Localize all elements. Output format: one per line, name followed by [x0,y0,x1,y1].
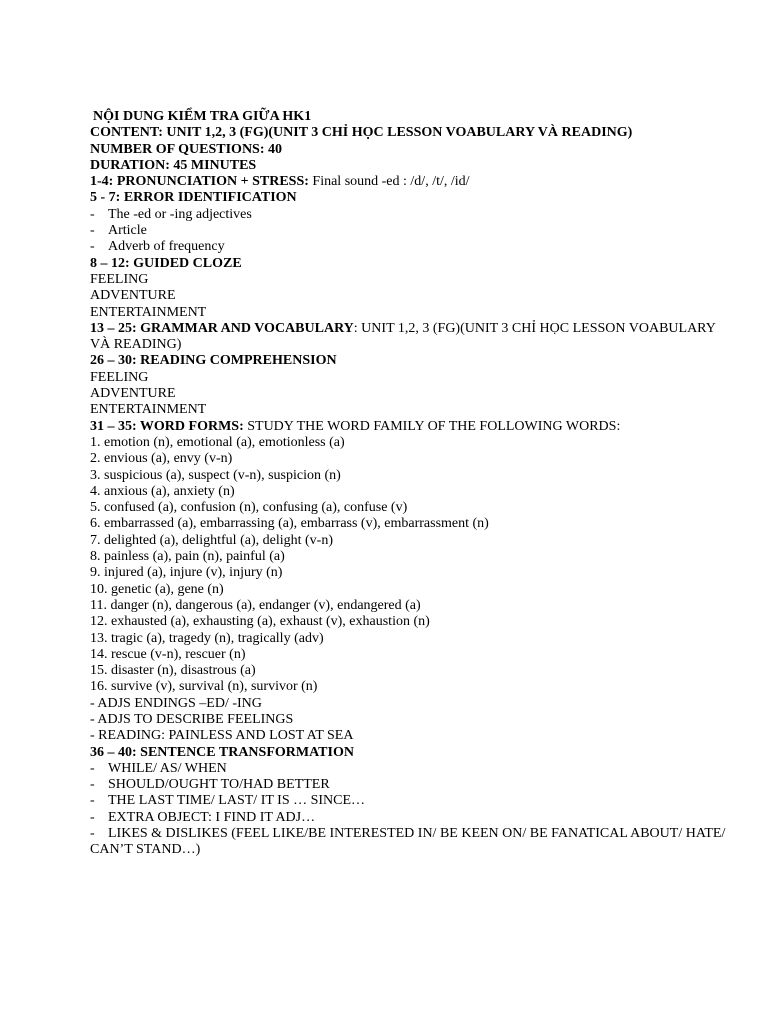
note-item: - ADJS TO DESCRIBE FEELINGS [90,711,294,727]
list-item: FEELING [90,369,149,385]
number-of-questions: NUMBER OF QUESTIONS: 40 [90,141,283,157]
list-item: - Adverb of frequency [90,239,225,255]
word-family-item: 6. embarrassed (a), embarrassing (a), embarrass (v), embarrassment (n) [90,516,489,532]
duration: DURATION: 45 MINUTES [90,157,257,173]
section-heading: 1-4: PRONUNCIATION + STRESS: [90,174,309,190]
word-family-item: 12. exhausted (a), exhausting (a), exhaust (v), exhaustion (n) [90,614,430,630]
list-item: - THE LAST TIME/ LAST/ IT IS … SINCE… [90,793,366,809]
section-heading-guided-cloze: 8 – 12: GUIDED CLOZE [90,255,242,271]
list-item: ENTERTAINMENT [90,304,207,320]
section-heading-sentence-transformation: 36 – 40: SENTENCE TRANSFORMATION [90,744,354,760]
word-family-item: 7. delighted (a), delightful (a), delight (v-n) [90,532,333,548]
section-text: : UNIT 1,2, 3 (FG)(UNIT 3 CHỈ HỌC LESSON VOABULARY VÀ READING) [90,320,716,353]
list-item: ADVENTURE [90,386,176,402]
section-word-forms [90,419,730,435]
word-family-item: 5. confused (a), confusion (n), confusing (a), confuse (v) [90,500,408,516]
list-item: - WHILE/ AS/ WHEN [90,760,227,776]
section-heading-reading-comprehension: 26 – 30: READING COMPREHENSION [90,353,337,369]
word-family-item: 2. envious (a), envy (v-n) [90,451,233,467]
word-family-item: 9. injured (a), injure (v), injury (n) [90,565,283,581]
section-heading: 13 – 25: GRAMMAR AND VOCABULARY [90,320,354,336]
word-family-item: 14. rescue (v-n), rescuer (n) [90,646,246,662]
list-item: - SHOULD/OUGHT TO/HAD BETTER [90,777,330,793]
document-title: NỘI DUNG KIỂM TRA GIỮA HK1 [93,109,312,124]
list-item: - EXTRA OBJECT: I FIND IT ADJ… [90,809,316,825]
word-family-item: 15. disaster (n), disastrous (a) [90,663,256,679]
section-text: STUDY THE WORD FAMILY OF THE FOLLOWING WORDS: [243,418,621,434]
word-family-item: 11. danger (n), dangerous (a), endanger (v), endangered (a) [90,597,421,613]
section-heading: 31 – 35: WORD FORMS: [90,418,244,434]
section-heading-error-identification: 5 - 7: ERROR IDENTIFICATION [90,190,297,206]
document-body [90,109,730,859]
section-grammar-vocabulary [90,321,730,354]
list-item: ADVENTURE [90,288,176,304]
content-line: CONTENT: UNIT 1,2, 3 (FG)(UNIT 3 CHỈ HỌC LESSON VOABULARY VÀ READING) [90,125,633,141]
word-family-item: 3. suspicious (a), suspect (v-n), suspicion (n) [90,467,341,483]
word-family-item: 10. genetic (a), gene (n) [90,581,224,597]
list-item: - LIKES & DISLIKES (FEEL LIKE/BE INTERESTED IN/ BE KEEN ON/ BE FANATICAL ABOUT/ HATE/ CAN’T STAND…) [90,826,726,858]
list-item: - The -ed or -ing adjectives [90,206,252,222]
list-item: ENTERTAINMENT [90,402,207,418]
word-family-item: 8. painless (a), pain (n), painful (a) [90,549,285,565]
word-family-item: 13. tragic (a), tragedy (n), tragically (adv) [90,630,324,646]
note-item: - READING: PAINLESS AND LOST AT SEA [90,728,354,744]
word-family-item: 1. emotion (n), emotional (a), emotionless (a) [90,434,345,450]
list-item: FEELING [90,271,149,287]
word-family-item: 16. survive (v), survival (n), survivor (n) [90,679,318,695]
list-item: - Article [90,223,147,239]
word-family-item: 4. anxious (a), anxiety (n) [90,483,235,499]
section-pronunciation [90,174,730,190]
note-item: - ADJS ENDINGS –ED/ -ING [90,695,262,711]
section-text: Final sound -ed : /d/, /t/, /id/ [308,174,470,190]
